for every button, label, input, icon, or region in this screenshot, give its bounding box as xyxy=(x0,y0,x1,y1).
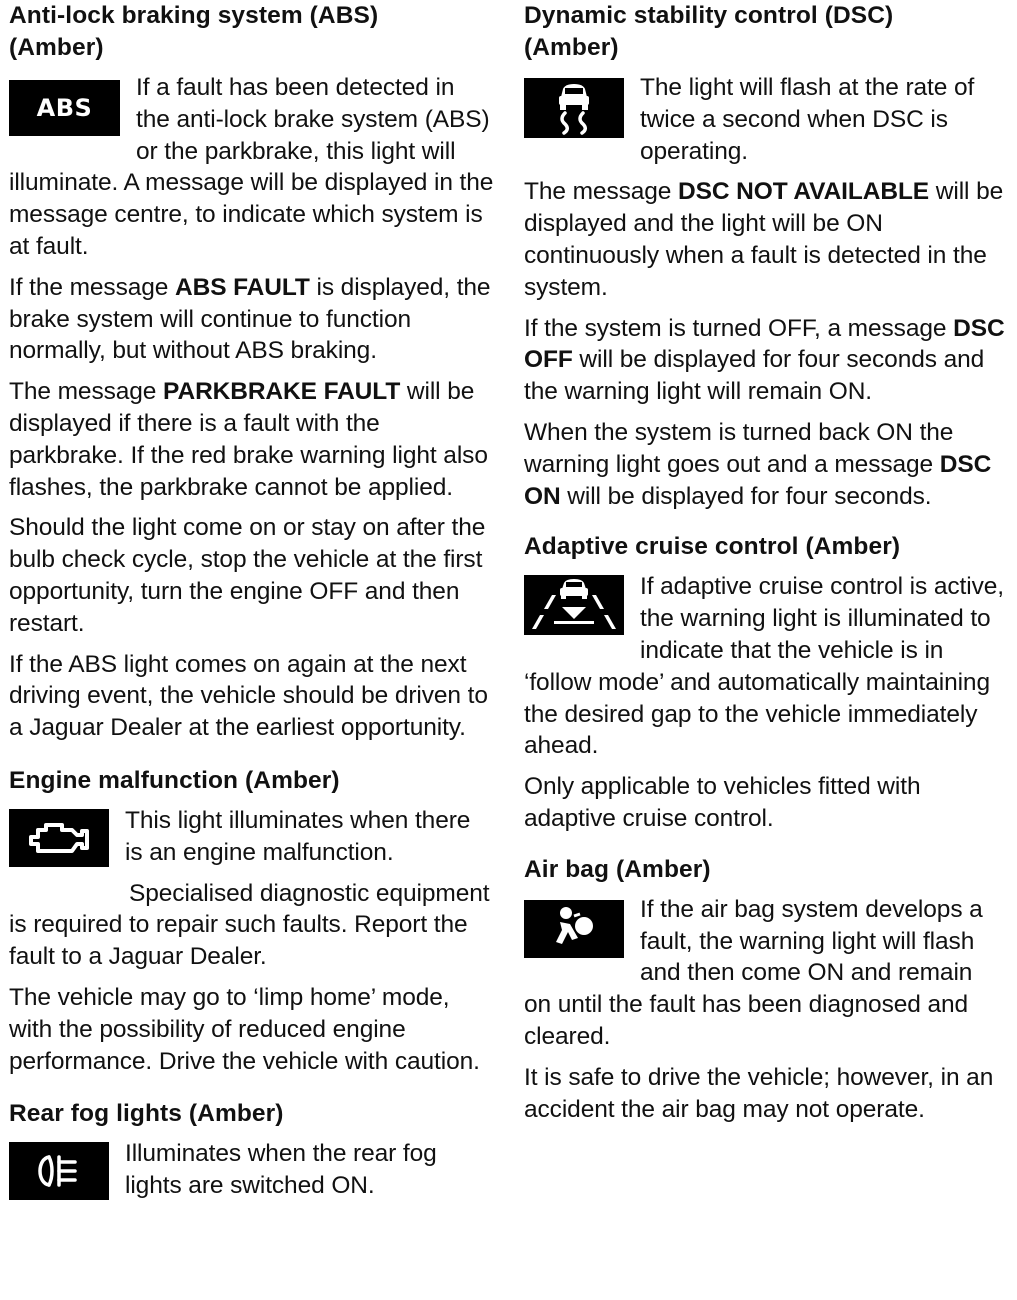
engine-malfunction-icon xyxy=(9,809,109,867)
dsc-heading-line2: (Amber) xyxy=(524,34,619,61)
airbag-paragraph-2: It is safe to drive the vehicle; however, in an accident the air bag may not operate. xyxy=(524,1063,994,1123)
abs-heading-line2: (Amber) xyxy=(9,34,104,61)
airbag-section xyxy=(524,854,1006,1126)
airbag-person-icon xyxy=(524,900,624,958)
acc-heading: Adaptive cruise control (Amber) xyxy=(524,533,901,561)
acc-section xyxy=(524,531,1006,834)
airbag-paragraph-1: If the air bag system develops a fault, the warning light will flash and then come ON and remain on until the fault has been diagnosed and cleared. xyxy=(524,895,983,1050)
dsc-heading-line1: Dynamic stability control (DSC) xyxy=(524,2,894,29)
abs-paragraph-5: If the ABS light comes on again at the next driving event, the vehicle should be driven to a Jaguar Dealer at the earliest opportunity. xyxy=(9,650,488,742)
abs-paragraph-2: If the message ABS FAULT is displayed, the brake system will continue to function normally, but without ABS braking. xyxy=(9,273,491,365)
abs-warning-icon xyxy=(9,80,120,136)
fog-paragraph-1: Illuminates when the rear fog lights are switched ON. xyxy=(125,1140,437,1200)
abs-paragraph-3: The message PARKBRAKE FAULT will be displayed if there is a fault with the parkbrake. If the red brake warning light also flashes, the parkbrake cannot be applied. xyxy=(9,378,488,501)
airbag-heading: Air bag (Amber) xyxy=(524,855,711,883)
acc-paragraph-1: If adaptive cruise control is active, the warning light is illuminated to indicate that the vehicle is in ‘follow mode’ and automatically maintaining the desired gap to the vehicle immediately ahead. xyxy=(524,573,1004,760)
engine-paragraph-2: Specialised diagnostic equipment is required to repair such faults. Report the fault to a Jaguar Dealer. xyxy=(9,879,490,971)
engine-section xyxy=(9,765,494,1077)
dsc-paragraph-4: When the system is turned back ON the warning light goes out and a message DSC ON will be displayed for four seconds. xyxy=(524,418,992,510)
abs-heading-line1: Anti-lock braking system (ABS) xyxy=(9,2,379,29)
dsc-heading xyxy=(524,0,1006,64)
abs-paragraph-4: Should the light come on or stay on after the bulb check cycle, stop the vehicle at the first opportunity, turn the engine OFF and then restart. xyxy=(9,514,486,637)
dsc-paragraph-2: The message DSC NOT AVAILABLE will be displayed and the light will be ON continuously when a fault is detected in the system. xyxy=(524,178,1004,301)
dsc-skid-icon xyxy=(524,78,624,138)
abs-icon-label: ABS xyxy=(36,94,93,122)
fog-section xyxy=(9,1098,494,1202)
dsc-paragraph-1: The light will flash at the rate of twice a second when DSC is operating. xyxy=(640,74,975,165)
adaptive-cruise-icon xyxy=(524,575,624,635)
left-column xyxy=(9,0,494,1211)
acc-paragraph-2: Only applicable to vehicles fitted with adaptive cruise control. xyxy=(524,773,921,832)
abs-section xyxy=(9,0,494,744)
engine-paragraph-1: This light illuminates when there is an engine malfunction. xyxy=(125,806,471,866)
dsc-section xyxy=(524,0,1006,512)
dsc-paragraph-3: If the system is turned OFF, a message DSC OFF will be displayed for four seconds and the warning light will remain ON. xyxy=(524,314,1005,406)
rear-fog-light-icon xyxy=(9,1142,109,1200)
abs-heading xyxy=(9,0,494,64)
right-column xyxy=(524,0,1006,1134)
abs-paragraph-1: If a fault has been detected in the anti-lock brake system (ABS) or the parkbrake, this light will illuminate. A message will be displayed in the message centre, to indicate which system is at fault. xyxy=(9,74,494,260)
engine-paragraph-3: The vehicle may go to ‘limp home’ mode, with the possibility of reduced engine performance. Drive the vehicle with caution. xyxy=(9,983,480,1075)
fog-heading: Rear fog lights (Amber) xyxy=(9,1100,284,1128)
engine-heading: Engine malfunction (Amber) xyxy=(9,766,340,794)
